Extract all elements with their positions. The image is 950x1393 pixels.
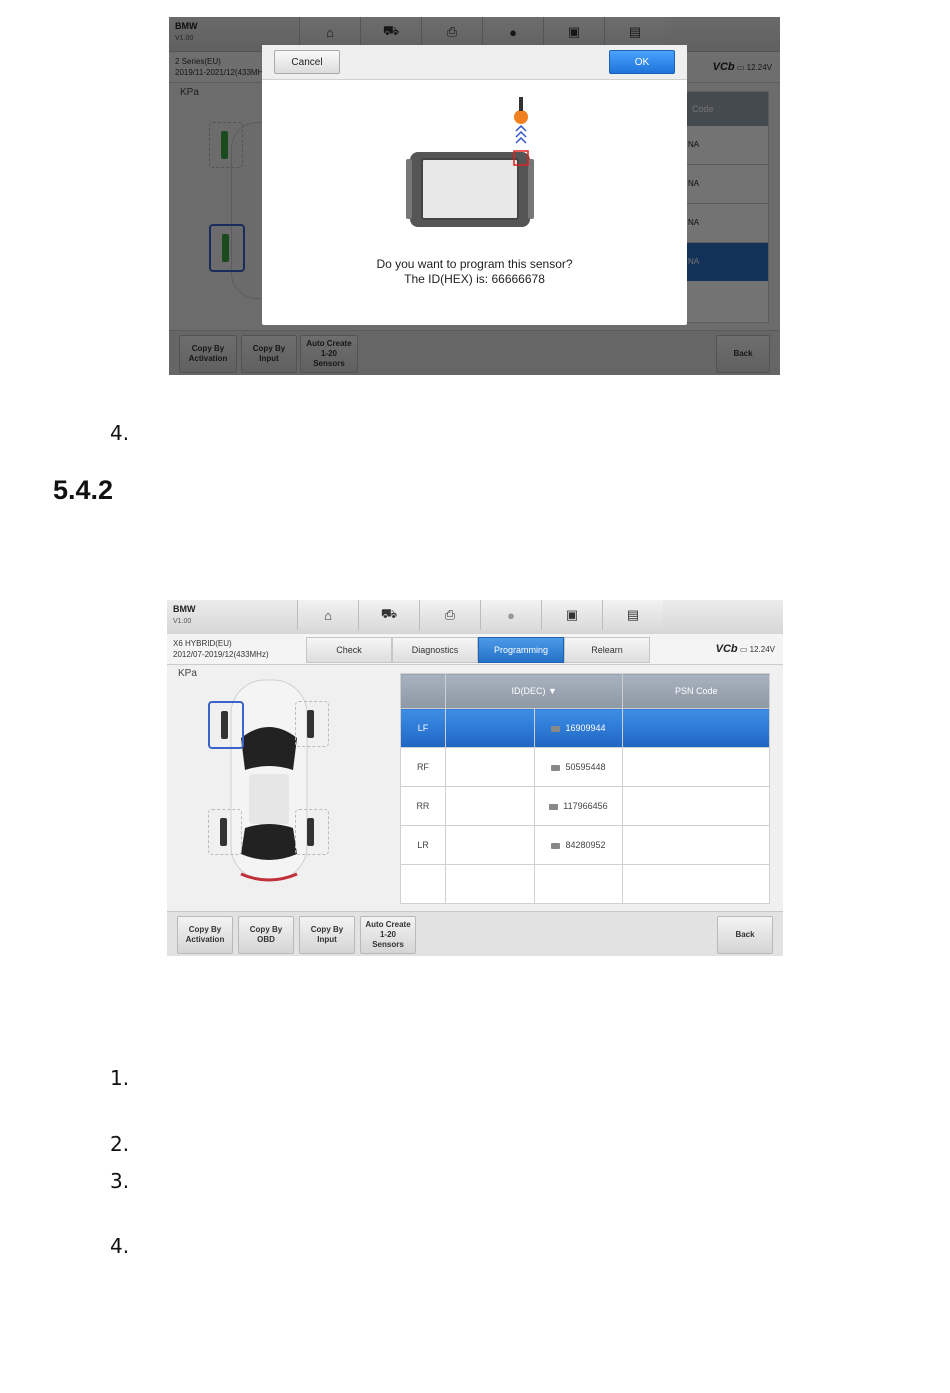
sensor-chip-icon (551, 726, 560, 732)
copy-by-obd-button[interactable]: Copy By OBD (238, 916, 294, 954)
dialog-message (262, 257, 687, 287)
list-number: 3. (110, 1169, 130, 1193)
list-number: 2. (110, 1132, 130, 1156)
position-column-header (401, 674, 446, 709)
dialog-header (262, 45, 687, 80)
toolbar (297, 600, 663, 630)
tire-lr[interactable] (208, 809, 242, 855)
device-sensor-illustration (402, 97, 547, 237)
copy-by-input-button[interactable]: Copy By Input (299, 916, 355, 954)
copy-by-activation-button[interactable]: Copy By Activation (177, 916, 233, 954)
sensor-chip-icon (551, 765, 560, 771)
vehicle-info-bar (167, 634, 783, 665)
vehicle-icon[interactable]: ⛟ (358, 600, 419, 630)
list-number: 1. (110, 1066, 130, 1090)
tab-diagnostics[interactable]: Diagnostics (392, 637, 478, 663)
blank-cell (445, 787, 534, 826)
table-header-row (401, 674, 770, 709)
screenshot-program-dialog (169, 17, 780, 375)
vehicle-info: X6 HYBRID(EU) 2012/07-2019/12(433MHz) (173, 639, 269, 659)
cancel-button[interactable]: Cancel (274, 50, 340, 74)
sensor-id-table (400, 673, 770, 904)
bottom-bar (167, 911, 783, 956)
help-icon[interactable]: ● (480, 600, 541, 630)
tab-programming[interactable]: Programming (478, 637, 564, 663)
tire-rf[interactable] (295, 701, 329, 747)
blank-cell (445, 826, 534, 865)
psn-cell (623, 709, 770, 748)
sensor-chip-icon (549, 804, 558, 810)
top-bar (167, 600, 783, 635)
position-cell: LF (401, 709, 446, 748)
table-row-selected[interactable] (401, 709, 770, 748)
step-number: 4. (110, 421, 130, 445)
screenshot-programming-screen (167, 600, 783, 956)
blank-cell (445, 748, 534, 787)
sensor-id-cell: 117966456 (534, 787, 623, 826)
units-label: KPa (178, 668, 197, 679)
back-button[interactable]: Back (717, 916, 773, 954)
table-row[interactable] (401, 787, 770, 826)
list-number: 4. (110, 1234, 130, 1258)
psn-cell (623, 787, 770, 826)
table-row[interactable] (401, 748, 770, 787)
program-sensor-dialog (262, 45, 687, 325)
ok-button[interactable]: OK (609, 50, 675, 74)
auto-create-button[interactable]: Auto Create 1-20 Sensors (360, 916, 416, 954)
brand-label: BMW V1.00 (173, 604, 196, 625)
position-cell: RF (401, 748, 446, 787)
psn-column-header: PSN Code (623, 674, 770, 709)
id-column-header[interactable]: ID(DEC) ▼ (445, 674, 623, 709)
printer-icon[interactable]: ⎙ (419, 600, 480, 630)
sensor-id-cell: 16909944 (534, 709, 623, 748)
home-icon[interactable]: ⌂ (297, 600, 358, 630)
tab-check[interactable]: Check (306, 637, 392, 663)
table-row-empty (401, 865, 770, 904)
tire-rr[interactable] (295, 809, 329, 855)
blank-cell (445, 709, 534, 748)
tab-relearn[interactable]: Relearn (564, 637, 650, 663)
sensor-id-cell: 84280952 (534, 826, 623, 865)
tire-lf[interactable] (208, 701, 244, 749)
psn-cell (623, 826, 770, 865)
psn-cell (623, 748, 770, 787)
dialog-sensor-id: The ID(HEX) is: 66666678 (404, 272, 545, 286)
position-cell: RR (401, 787, 446, 826)
table-row[interactable] (401, 826, 770, 865)
message-icon[interactable]: ▤ (602, 600, 663, 630)
sensor-id-cell: 50595448 (534, 748, 623, 787)
vci-status: VCb ▭ 12.24V (715, 643, 775, 655)
function-tabs (306, 637, 650, 663)
section-heading: 5.4.2 (53, 475, 114, 505)
dialog-question: Do you want to program this sensor? (376, 257, 573, 271)
position-cell: LR (401, 826, 446, 865)
save-icon[interactable]: ▣ (541, 600, 602, 630)
sensor-chip-icon (551, 843, 560, 849)
